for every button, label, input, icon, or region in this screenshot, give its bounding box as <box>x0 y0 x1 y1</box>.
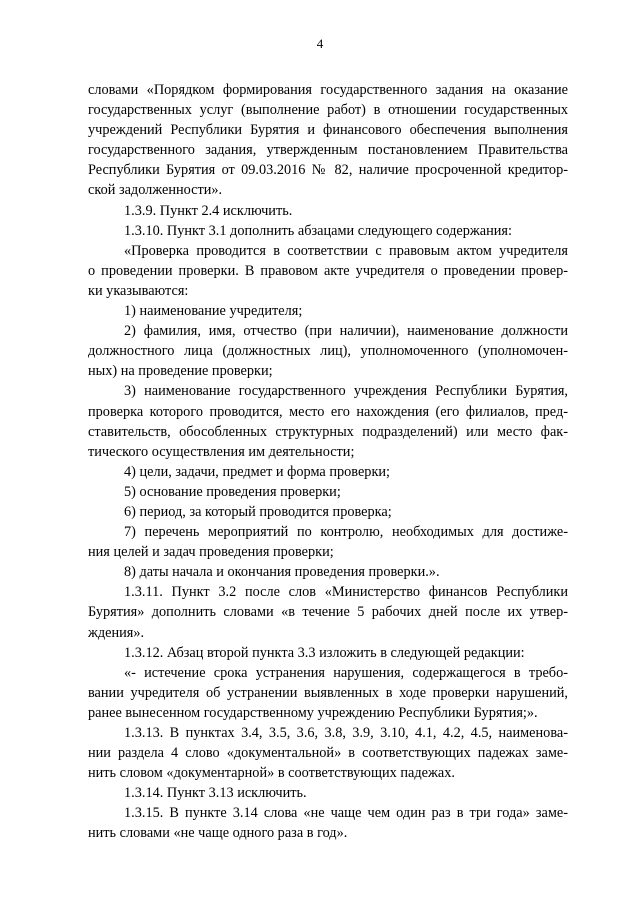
text-line: 8) даты начала и окончания проведения проверки.». <box>124 564 440 581</box>
text-line: Республики Бурятия от 09.03.2016 № 82, наличие просроченной кредитор- <box>88 162 568 179</box>
text-line: ния целей и задач проведения проверки; <box>88 544 334 561</box>
text-line: Бурятия» дополнить словами «в течение 5 рабочих дней после их утвер- <box>88 604 568 621</box>
text-line: «Проверка проводится в соответствии с правовым актом учредителя <box>124 242 568 259</box>
text-line: нить словом «документарной» в соответствующих падежах. <box>88 765 455 782</box>
text-line: 1.3.10. Пункт 3.1 дополнить абзацами следующего содержания: <box>124 222 512 239</box>
text-line: ных) на проведение проверки; <box>88 363 273 380</box>
text-line: словами «Порядком формирования государственного задания на оказание <box>88 82 568 98</box>
text-line: проверка которого проводится, место его нахождения (его филиалов, пред- <box>88 403 568 420</box>
page-number: 4 <box>316 36 324 51</box>
text-line: 1.3.14. Пункт 3.13 исключить. <box>124 785 307 802</box>
text-line: 3) наименование государственного учреждения Республики Бурятия, <box>124 383 568 400</box>
text-line: 2) фамилия, имя, отчество (при наличии), наименование должности <box>124 323 568 340</box>
text-line: ки указываются: <box>88 282 189 299</box>
text-line: вании учредителя об устранении выявленных в ходе проверки нарушений, <box>88 684 568 701</box>
text-line: должностного лица (должностных лиц), уполномоченного (уполномочен- <box>88 343 568 360</box>
text-line: 1.3.11. Пункт 3.2 после слов «Министерство финансов Республики <box>124 584 568 601</box>
text-line: ской задолженности». <box>88 182 223 199</box>
text-line: ставительств, обособленных структурных подразделений) или место фак- <box>88 423 568 440</box>
text-line: 6) период, за который проводится проверка; <box>124 503 392 520</box>
text-line: тического осуществления им деятельности; <box>88 443 355 460</box>
text-line: 7) перечень мероприятий по контролю, необходимых для достиже- <box>124 524 568 541</box>
text-line: 1.3.9. Пункт 2.4 исключить. <box>124 202 293 219</box>
text-line: 1.3.12. Абзац второй пункта 3.3 изложить в следующей редакции: <box>124 644 525 661</box>
text-line: 4) цели, задачи, предмет и форма проверки; <box>124 463 391 480</box>
document-body <box>88 80 568 844</box>
text-line: ранее вынесенном государственному учреждению Республики Бурятия;». <box>88 704 538 721</box>
text-line: 1.3.15. В пункте 3.14 слова «не чаще чем один раз в три года» заме- <box>124 805 568 822</box>
text-line: о проведении проверки. В правовом акте учредителя о проведении провер- <box>88 262 568 279</box>
text-line: 5) основание проведения проверки; <box>124 483 341 500</box>
text-line: нить словами «не чаще одного раза в год». <box>88 825 348 842</box>
text-line: учреждений Республики Бурятия и финансового обеспечения выполнения <box>88 122 568 139</box>
text-line: 1.3.13. В пунктах 3.4, 3.5, 3.6, 3.8, 3.9, 3.10, 4.1, 4.2, 4.5, наименова- <box>124 725 568 741</box>
text-line: «- истечение срока устранения нарушения, содержащегося в требо- <box>124 664 568 681</box>
text-line: ждения». <box>88 624 145 641</box>
text-line: нии раздела 4 слово «документальной» в соответствующих падежах заме- <box>88 745 568 762</box>
text-line: 1) наименование учредителя; <box>124 303 303 320</box>
text-line: государственных услуг (выполнение работ) в отношении государственных <box>88 102 568 119</box>
text-line: государственного задания, утвержденным постановлением Правительства <box>88 142 568 159</box>
